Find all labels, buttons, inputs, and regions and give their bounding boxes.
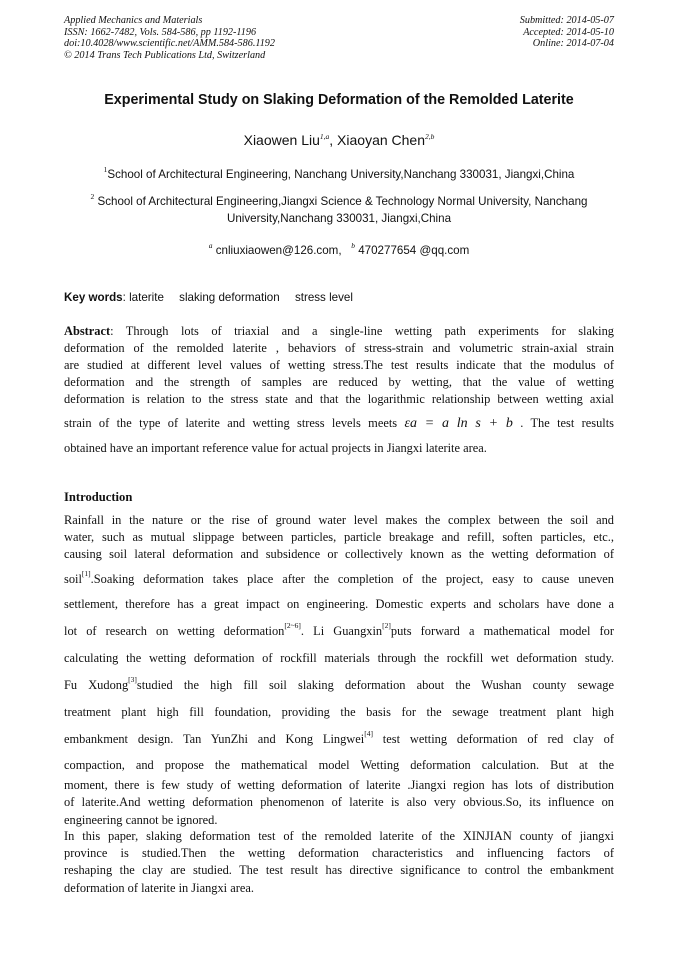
intro-line: province is studied.Then the wetting deformation characteristics and influencing factors of <box>64 846 614 860</box>
abstract-formula-line: strain of the type of laterite and wetting stress levels meets εa = a ln s + b . The test results <box>64 416 614 431</box>
intro-line: Fu Xudong[3]studied the high fill soil slaking deformation about the Wushan county sewage <box>64 675 614 692</box>
intro-line: of laterite.And wetting deformation phenomenon of laterite is also very obvious.So, its influence on <box>64 795 614 809</box>
author-list <box>0 132 678 148</box>
citation: [4] <box>364 729 373 738</box>
author-name: Xiaowen Liu <box>243 132 320 148</box>
copyright-line: © 2014 Trans Tech Publications Ltd, Switzerland <box>64 49 266 61</box>
citation: [1] <box>81 569 91 578</box>
abstract-line: deformation of the remolded laterite , behaviors of stress-strain and volumetric strain-axial strain <box>64 341 614 355</box>
online-date: Online: 2014-07-04 <box>532 38 614 50</box>
intro-line: deformation of laterite in Jiangxi area. <box>64 881 254 895</box>
keyword: slaking deformation <box>179 291 280 304</box>
email-list <box>0 241 678 257</box>
abstract-label: Abstract <box>64 324 111 338</box>
affiliation-text: School of Architectural Engineering, Nanchang University,Nanchang 330031, Jiangxi,China <box>107 168 575 181</box>
author-superscript: 1,a <box>319 132 330 141</box>
issn-line: ISSN: 1662-7482, Vols. 584-586, pp 1192-1196 <box>64 26 257 38</box>
email-address: 470277654 @qq.com <box>358 244 470 257</box>
keyword: stress level <box>294 291 353 304</box>
intro-line: water, such as mutual slippage between particles, particle breakage and refill, soften particles, etc., <box>64 530 614 544</box>
intro-line: compaction, and propose the mathematical model Wetting deformation calculation. But at the <box>64 758 614 772</box>
keyword: laterite <box>129 291 164 304</box>
intro-line: Rainfall in the nature or the rise of ground water level makes the complex between the soil and <box>64 513 614 527</box>
keywords-label: Key words <box>64 291 123 304</box>
doi-line: doi:10.4028/www.scientific.net/AMM.584-586.1192 <box>64 38 275 50</box>
author-separator: , <box>329 132 338 148</box>
author-superscript: 2,b <box>425 132 435 141</box>
intro-line: settlement, therefore has a great impact on engineering. Domestic experts and scholars have done a <box>64 597 614 611</box>
intro-line: moment, there is few study of wetting deformation of laterite .Jiangxi region has lots of distribution <box>64 778 614 792</box>
affiliation-2 <box>64 193 614 227</box>
intro-line: lot of research on wetting deformation[2~6]. Li Guangxin[2]puts forward a mathematical model for <box>64 621 614 638</box>
submitted-date: Submitted: 2014-05-07 <box>519 15 614 26</box>
introduction-body <box>64 513 614 897</box>
journal-name: Applied Mechanics and Materials <box>64 15 203 26</box>
intro-line: causing soil lateral deformation and subsidence or collectively known as the wetting deformation of <box>64 547 614 561</box>
abstract-line: Abstract: Through lots of triaxial and a single-line wetting path experiments for slaking <box>64 324 614 338</box>
wetting-strain-formula: εa = a ln s + b <box>404 416 513 431</box>
affiliation-1 <box>64 166 614 183</box>
abstract-line: are studied at different level values of wetting stress.The test results indicate that the modulus of <box>64 358 614 372</box>
email-address: cnliuxiaowen@126.com, <box>215 244 342 257</box>
affiliation-number: 1 <box>103 165 108 174</box>
intro-line: treatment plant high fill foundation, providing the basis for the sewage treatment plant high <box>64 705 614 719</box>
intro-line: reshaping the clay are studied. The test result has directive significance to control the embankment <box>64 863 614 877</box>
citation: [3] <box>128 675 137 684</box>
citation: [2~6] <box>284 621 301 630</box>
intro-line: calculating the wetting deformation of rockfill materials through the rockfill wet deformation study. <box>64 651 614 665</box>
abstract <box>64 324 614 458</box>
affiliation-text-line2: University,Nanchang 330031, Jiangxi,China <box>226 212 452 225</box>
keywords-colon: : <box>122 291 126 304</box>
submission-dates <box>520 15 614 50</box>
paper-title: Experimental Study on Slaking Deformation of the Remolded Laterite <box>104 92 574 108</box>
abstract-line: obtained have an important reference value for actual projects in Jiangxi laterite area. <box>64 441 487 455</box>
intro-line: In this paper, slaking deformation test of the remolded laterite of the XINJIAN county of jiangxi <box>64 829 614 843</box>
section-heading-introduction: Introduction <box>64 490 133 504</box>
publication-info <box>64 15 275 61</box>
email-superscript: a <box>208 241 213 250</box>
abstract-line: deformation and the strength of samples are reduced by wetting, that the value of wetting <box>64 375 614 389</box>
author-name: Xiaoyan Chen <box>337 132 425 148</box>
intro-line: embankment design. Tan YunZhi and Kong Lingwei[4] test wetting deformation of red clay of <box>64 729 614 746</box>
affiliation-number: 2 <box>90 192 95 201</box>
affiliation-text-line1: School of Architectural Engineering,Jiangxi Science & Technology Normal University, Nanchang <box>97 195 588 208</box>
abstract-line: deformation is relation to the stress state and that the logarithmic relationship between wetting axial <box>64 392 614 406</box>
accepted-date: Accepted: 2014-05-10 <box>523 26 614 38</box>
citation: [2] <box>382 621 391 630</box>
email-superscript: b <box>351 241 355 250</box>
intro-line: engineering cannot be ignored. <box>64 813 218 827</box>
intro-line: soil[1].Soaking deformation takes place after the completion of the project, easy to cause uneven <box>64 569 614 586</box>
keywords <box>64 291 365 304</box>
